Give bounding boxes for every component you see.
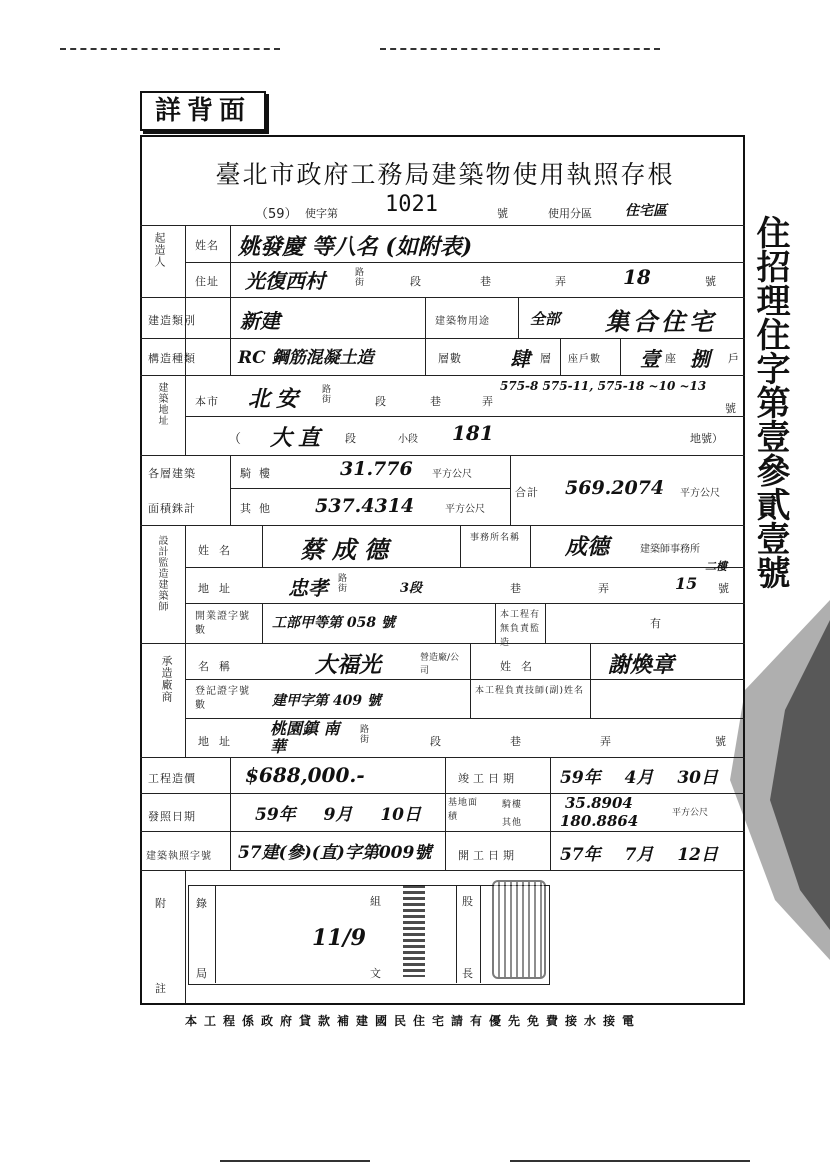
contractor-name-suffix: 營造廠/公司 <box>420 653 460 676</box>
applicant-lane-label: 巷 <box>480 275 491 288</box>
site-district: 北安 <box>248 386 305 412</box>
site-section-label: 建築地址 <box>156 382 167 426</box>
designer-road-label: 路街 <box>338 574 348 594</box>
scan-artifact <box>60 48 280 50</box>
site-num-suffix: 號 <box>725 402 736 415</box>
building-type-label: 建造類別 <box>148 314 196 327</box>
designer-office-label: 事務所名稱 <box>470 533 521 543</box>
other-area-unit: 平方公尺 <box>445 504 485 515</box>
site-lot: 181 <box>452 421 494 445</box>
license-suffix: 號 <box>497 207 508 220</box>
page-title: 臺北市政府工務局建築物使用執照存根 <box>215 160 675 189</box>
site-alley-label: 弄 <box>482 395 493 408</box>
other-area-label: 其他 <box>240 502 278 515</box>
units-unit: 座 <box>665 352 676 365</box>
margin-license-number: 住招理住字第壹參貳壹號 <box>750 215 790 589</box>
designer-num-suffix: 號 <box>718 582 729 595</box>
remarks-label-bottom: 註 <box>155 982 167 995</box>
issue-date-label: 發照日期 <box>148 810 196 823</box>
stamp-mark-2: 局 <box>196 967 208 980</box>
done-date: 59年 4月 30日 <box>560 768 718 788</box>
contractor-person: 謝煥章 <box>608 652 675 678</box>
designer-num: 15 <box>675 574 698 593</box>
stamp-mark-4: 文 <box>370 967 382 980</box>
contractor-section-label: 承造廠商 <box>160 655 173 703</box>
start-date: 57年 7月 12日 <box>560 845 718 865</box>
designer-resp-label: 本工程有無負責監造 <box>500 610 541 648</box>
site-lane-label: 巷 <box>430 395 441 408</box>
contractor-person-label: 姓名 <box>500 660 542 673</box>
designer-office: 成德 <box>565 534 610 560</box>
floors-value: 肆 <box>510 347 530 371</box>
zone-value: 住宅區 <box>625 203 667 219</box>
building-use-value: 集合住宅 <box>605 307 717 336</box>
contractor-alley-label: 弄 <box>600 735 611 748</box>
area-section-label-a: 各層建築 <box>148 467 196 480</box>
start-date-label: 開工日期 <box>458 849 518 862</box>
site-sec-label: 段 <box>375 395 386 408</box>
applicant-num-suffix: 號 <box>705 275 716 288</box>
ride-area-label: 騎樓 <box>240 467 278 480</box>
scan-artifact <box>380 48 660 50</box>
contractor-tech-label: 本工程負責技師(副)姓名 <box>475 686 585 696</box>
site-numbers: 575-8 575-11, 575-18 ~10 ~13 <box>500 379 707 393</box>
signature-stamp <box>403 885 425 977</box>
applicant-road-label: 路街 <box>355 268 365 288</box>
total-area-unit: 平方公尺 <box>680 488 720 499</box>
units2-value: 捌 <box>690 347 710 371</box>
header-box: 詳背面 <box>140 91 266 131</box>
site-city: 本市 <box>195 395 219 408</box>
permit-value: 57建(參)(直)字第009號 <box>238 843 432 863</box>
designer-lane-label: 巷 <box>510 582 521 595</box>
zone-label: 使用分區 <box>548 207 592 220</box>
floors-unit: 層 <box>540 352 551 365</box>
applicant-alley-label: 弄 <box>555 275 566 288</box>
ride-area-unit: 平方公尺 <box>432 469 472 480</box>
applicant-name: 姚發慶 等八名 (如附表) <box>238 234 473 260</box>
issue-date: 59年 9月 10日 <box>255 805 421 825</box>
contractor-name: 大福光 <box>315 652 382 678</box>
issue-ride: 35.8904 <box>565 794 633 812</box>
site-area-label: 基地面積 <box>448 798 479 822</box>
stamp-mark-6: 長 <box>462 967 474 980</box>
issue-other-label: 其他 <box>502 818 523 828</box>
units2-unit: 戶 <box>728 352 739 365</box>
cost-label: 工程造價 <box>148 772 196 785</box>
units-value: 壹 <box>640 347 660 371</box>
designer-resp: 有 <box>650 617 661 630</box>
done-date-label: 竣工日期 <box>458 772 518 785</box>
designer-section-label: 設計監造建築師 <box>156 535 167 612</box>
issue-unit: 平方公尺 <box>672 808 709 818</box>
site-paren: （ <box>228 432 242 447</box>
contractor-sec-label: 段 <box>430 735 441 748</box>
cost-value: $688,000.- <box>245 763 365 787</box>
building-use-prefix: 全部 <box>530 310 561 328</box>
footer-note: 本工程係政府貸款補建國民住宅請有優先免費接水接電 <box>185 1014 642 1028</box>
structure-label: 構造種類 <box>148 352 196 365</box>
license-number: 1021 <box>385 192 438 217</box>
seal-stamp <box>492 880 546 979</box>
permit-label: 建築執照字號 <box>146 851 212 862</box>
total-area-label: 合計 <box>515 486 539 499</box>
site-sec2-label: 段 <box>345 432 356 445</box>
applicant-name-label: 姓名 <box>195 239 219 252</box>
contractor-name-label: 名稱 <box>198 660 240 673</box>
structure-value: RC 鋼筋混凝土造 <box>238 348 374 368</box>
applicant-addr-village: 光復西村 <box>245 269 325 293</box>
contractor-addr: 桃園鎮 南華 <box>270 719 340 756</box>
other-area-value: 537.4314 <box>315 495 415 517</box>
units-label: 座戶數 <box>568 354 601 365</box>
applicant-num: 18 <box>623 265 651 289</box>
remarks-label-top: 附 <box>155 897 167 910</box>
applicant-addr-label: 住址 <box>195 275 219 288</box>
stamp-mark-1: 錄 <box>196 897 208 910</box>
designer-sec: 3段 <box>400 581 423 596</box>
stamp-mark-5: 股 <box>462 895 474 908</box>
contractor-addr-label: 地址 <box>198 735 240 748</box>
site-sub-district: 大直 <box>270 425 327 451</box>
applicant-sec-label: 段 <box>410 275 421 288</box>
designer-extra: 二樓 <box>705 560 727 573</box>
building-type-value: 新建 <box>240 309 280 333</box>
designer-alley-label: 弄 <box>598 582 609 595</box>
designer-office-suffix: 建築師事務所 <box>640 544 700 555</box>
site-road-label: 路街 <box>322 385 332 405</box>
ride-area-value: 31.776 <box>340 458 413 480</box>
site-small-sec-label: 小段 <box>398 434 418 445</box>
stamp-mark-3: 組 <box>370 895 382 908</box>
contractor-reg-label: 登記證字號數 <box>195 686 250 711</box>
area-section-label-b: 面積銖計 <box>148 502 196 515</box>
site-lot-suffix: 地號） <box>690 432 723 445</box>
ink-smudge <box>690 600 830 960</box>
scan-artifact <box>510 1160 750 1162</box>
total-area-value: 569.2074 <box>565 477 665 499</box>
floors-label: 層數 <box>438 352 462 365</box>
building-use-label: 建築物用途 <box>435 316 490 327</box>
designer-reg: 工部甲等第 058 號 <box>272 615 395 631</box>
issue-other: 180.8864 <box>560 812 639 830</box>
designer-addr: 忠孝 <box>288 576 328 600</box>
issue-ride-label: 騎樓 <box>502 800 523 810</box>
contractor-reg: 建甲字第 409 號 <box>272 693 381 709</box>
designer-reg-label: 開業證字號數 <box>195 611 250 636</box>
contractor-lane-label: 巷 <box>510 735 521 748</box>
designer-name: 蔡成德 <box>300 535 396 564</box>
applicant-section-label: 起造人 <box>153 232 166 268</box>
designer-addr-label: 地址 <box>198 582 240 595</box>
contractor-road-label: 路街 <box>360 725 370 745</box>
designer-name-label: 姓名 <box>198 544 240 557</box>
license-prefix: 使字第 <box>305 207 338 220</box>
contractor-num-suffix: 號 <box>715 735 726 748</box>
scan-artifact <box>220 1160 370 1162</box>
license-year: （59） <box>255 207 298 222</box>
stamp-date: 11/9 <box>312 925 366 951</box>
